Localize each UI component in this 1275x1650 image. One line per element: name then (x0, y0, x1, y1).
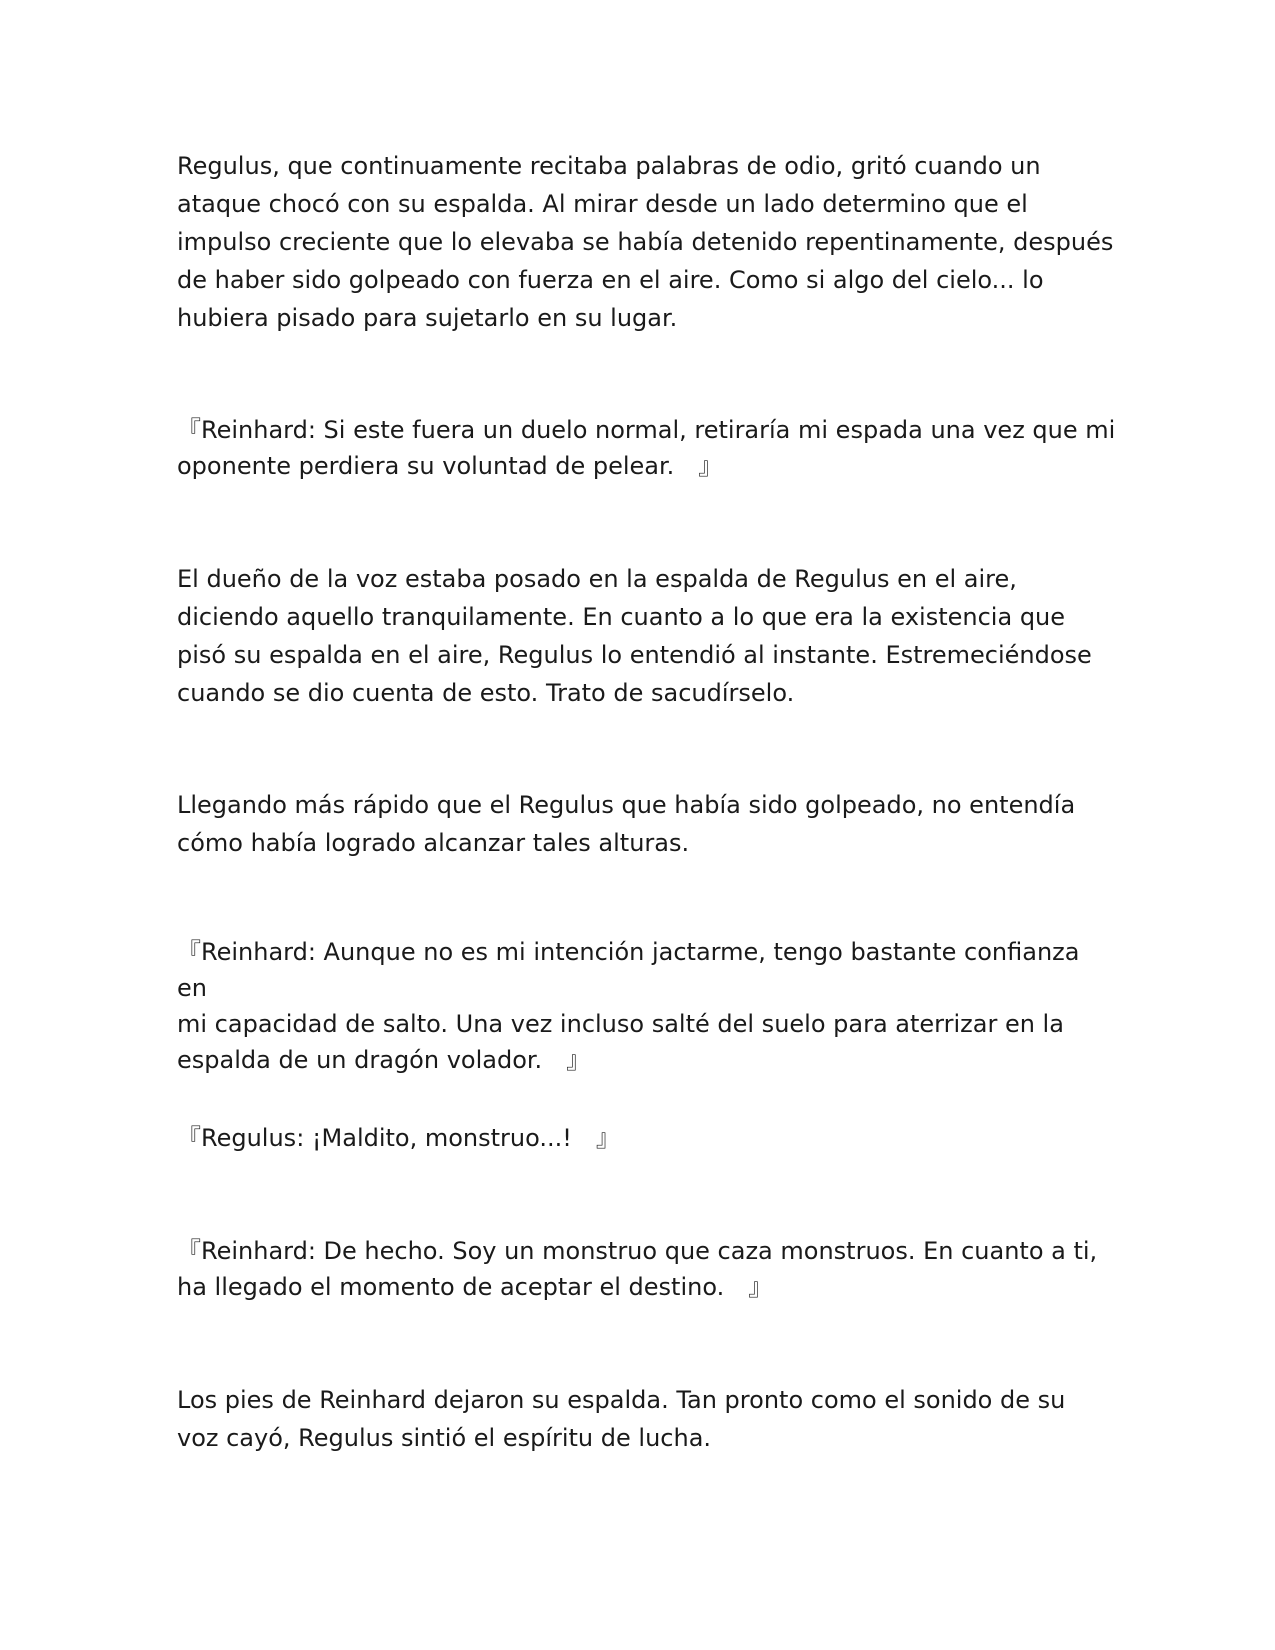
paragraph-4 (177, 786, 1117, 862)
paragraph-5-dialogue (177, 934, 1117, 1078)
paragraph-1 (177, 147, 1117, 337)
text-line: Los pies de Reinhard dejaron su espalda. Tan pronto como el sonido de su (177, 1386, 1066, 1414)
text-line: 『Reinhard: De hecho. Soy un monstruo que caza monstruos. En cuanto a ti, (177, 1237, 1098, 1265)
paragraph-8 (177, 1381, 1117, 1457)
text-line: espalda de un dragón volador. 』 (177, 1046, 591, 1074)
text-line: oponente perdiera su voluntad de pelear. 』 (177, 452, 723, 480)
text-line: voz cayó, Regulus sintió el espíritu de lucha. (177, 1424, 712, 1452)
text-line: diciendo aquello tranquilamente. En cuanto a lo que era la existencia que (177, 603, 1066, 631)
text-line: cuando se dio cuenta de esto. Trato de sacudírselo. (177, 679, 795, 707)
text-line: 『Regulus: ¡Maldito, monstruo...! 』 (177, 1124, 620, 1152)
paragraph-2-dialogue (177, 412, 1117, 484)
text-line: ataque chocó con su espalda. Al mirar desde un lado determino que el (177, 190, 1028, 218)
text-line: 『Reinhard: Si este fuera un duelo normal, retiraría mi espada una vez que mi (177, 416, 1116, 444)
text-line: Llegando más rápido que el Regulus que había sido golpeado, no entendía (177, 791, 1076, 819)
text-line: mi capacidad de salto. Una vez incluso salté del suelo para aterrizar en la (177, 1010, 1064, 1038)
paragraph-7-dialogue (177, 1233, 1117, 1305)
text-line: cómo había logrado alcanzar tales alturas. (177, 829, 690, 857)
text-line: de haber sido golpeado con fuerza en el aire. Como si algo del cielo... lo (177, 266, 1044, 294)
text-line: El dueño de la voz estaba posado en la espalda de Regulus en el aire, (177, 565, 1017, 593)
paragraph-6-dialogue (177, 1120, 1117, 1156)
text-line: hubiera pisado para sujetarlo en su lugar. (177, 304, 678, 332)
text-line: ha llegado el momento de aceptar el destino. 』 (177, 1273, 773, 1301)
text-line: Regulus, que continuamente recitaba palabras de odio, gritó cuando un (177, 152, 1041, 180)
text-line: 『Reinhard: Aunque no es mi intención jactarme, tengo bastante confianza en (177, 938, 1080, 1002)
paragraph-3 (177, 560, 1117, 712)
text-line: impulso creciente que lo elevaba se había detenido repentinamente, después (177, 228, 1114, 256)
text-line: pisó su espalda en el aire, Regulus lo entendió al instante. Estremeciéndose (177, 641, 1092, 669)
